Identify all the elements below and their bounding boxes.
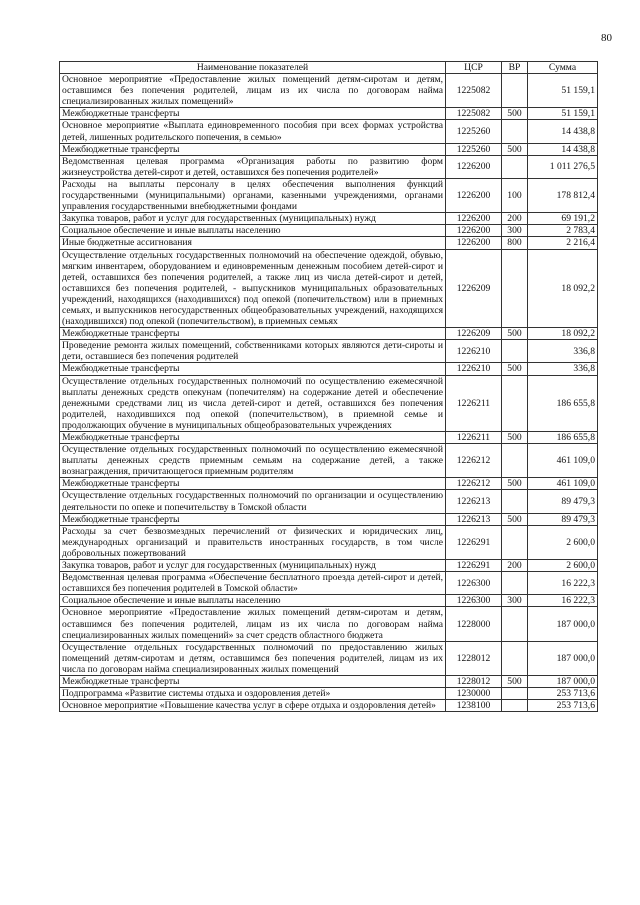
- cell-csr: 1228000: [446, 607, 502, 641]
- cell-vr: [502, 688, 528, 700]
- cell-name: Иные бюджетные ассигнования: [60, 237, 446, 249]
- cell-sum: 89 479,3: [528, 490, 598, 513]
- cell-vr: [502, 155, 528, 178]
- cell-sum: 253 713,6: [528, 688, 598, 700]
- cell-name: Социальное обеспечение и иные выплаты населению: [60, 225, 446, 237]
- cell-name: Закупка товаров, работ и услуг для государственных (муниципальных) нужд: [60, 560, 446, 572]
- cell-vr: [502, 607, 528, 641]
- cell-vr: [502, 572, 528, 595]
- cell-name: Межбюджетные трансферты: [60, 513, 446, 525]
- cell-csr: 1226200: [446, 225, 502, 237]
- cell-name: Расходы за счет безвозмездных перечислений от физических и юридических лиц, международных организаций и правительств иностранных государств, в том числе добровольных пожертвований: [60, 525, 446, 559]
- cell-sum: 2 216,4: [528, 237, 598, 249]
- cell-name: Осуществление отдельных государственных полномочий на обеспечение одеждой, обувью, мягким инвентарем, оборудованием и единовременным денежным пособием детей-сирот и детей, оставшихся без попечения родителей, а также лиц из числа детей-сирот и детей, оставшихся без попечения родителей, - выпускников муниципальных образовательных учреждений, находящихся (находившихся) под опекой (попечительством) или в приемных семьях, и выпускников негосударственных общеобразовательных учреждений, находящихся (находившихся) под опекой (попечительством), в приемных семьях: [60, 249, 446, 328]
- cell-sum: 89 479,3: [528, 513, 598, 525]
- cell-csr: 1226300: [446, 572, 502, 595]
- table-row: [60, 525, 598, 559]
- table-row: [60, 641, 598, 675]
- cell-csr: 1228012: [446, 675, 502, 687]
- header-sum: Сумма: [528, 62, 598, 74]
- table-row: [60, 143, 598, 155]
- cell-name: Основное мероприятие «Предоставление жилых помещений детям-сиротам и детям, оставшимся без попечения родителей, лицам из их числа по договорам найма специализированных жилых помещений»: [60, 74, 446, 108]
- cell-csr: 1226200: [446, 237, 502, 249]
- table-row: [60, 363, 598, 375]
- table-row: [60, 700, 598, 712]
- cell-sum: 187 000,0: [528, 675, 598, 687]
- cell-vr: 500: [502, 143, 528, 155]
- cell-vr: [502, 700, 528, 712]
- header-vr: ВР: [502, 62, 528, 74]
- cell-sum: 51 159,1: [528, 108, 598, 120]
- cell-vr: 200: [502, 560, 528, 572]
- cell-sum: 336,8: [528, 340, 598, 363]
- cell-sum: 14 438,8: [528, 143, 598, 155]
- table-row: [60, 595, 598, 607]
- cell-name: Межбюджетные трансферты: [60, 363, 446, 375]
- cell-name: Осуществление отдельных государственных полномочий по предоставлению жилых помещений детям-сиротам и детям, оставшимся без попечения родителей, лицам из их числа по договорам найма специализированных жилых помещений: [60, 641, 446, 675]
- cell-name: Основное мероприятие «Повышение качества услуг в сфере отдыха и оздоровления детей»: [60, 700, 446, 712]
- cell-sum: 16 222,3: [528, 572, 598, 595]
- cell-sum: 186 655,8: [528, 432, 598, 444]
- cell-vr: 500: [502, 432, 528, 444]
- cell-name: Основное мероприятие «Выплата единовременного пособия при всех формах устройства детей, лишенных родительского попечения, в семью»: [60, 120, 446, 143]
- cell-name: Расходы на выплаты персоналу в целях обеспечения выполнения функций государственными (муниципальными) органами, казенными учреждениями, органами управления государственными внебюджетными фондами: [60, 178, 446, 212]
- cell-sum: 186 655,8: [528, 375, 598, 431]
- cell-name: Закупка товаров, работ и услуг для государственных (муниципальных) нужд: [60, 213, 446, 225]
- table-row: [60, 688, 598, 700]
- cell-vr: [502, 340, 528, 363]
- cell-vr: [502, 74, 528, 108]
- cell-sum: 461 109,0: [528, 478, 598, 490]
- cell-sum: 187 000,0: [528, 641, 598, 675]
- header-name: Наименование показателей: [60, 62, 446, 74]
- table-row: [60, 607, 598, 641]
- cell-csr: 1230000: [446, 688, 502, 700]
- cell-csr: 1226213: [446, 490, 502, 513]
- cell-csr: 1225082: [446, 74, 502, 108]
- cell-vr: [502, 641, 528, 675]
- cell-sum: 51 159,1: [528, 74, 598, 108]
- table-row: [60, 675, 598, 687]
- cell-sum: 1 011 276,5: [528, 155, 598, 178]
- cell-sum: 461 109,0: [528, 444, 598, 478]
- budget-table: [59, 61, 598, 712]
- cell-sum: 14 438,8: [528, 120, 598, 143]
- cell-csr: 1226209: [446, 328, 502, 340]
- cell-csr: 1226300: [446, 595, 502, 607]
- cell-csr: 1226210: [446, 340, 502, 363]
- cell-name: Проведение ремонта жилых помещений, собственниками которых являются дети-сироты и дети, оставшиеся без попечения родителей: [60, 340, 446, 363]
- table-row: [60, 490, 598, 513]
- cell-sum: 18 092,2: [528, 249, 598, 328]
- cell-csr: 1226212: [446, 478, 502, 490]
- table-row: [60, 108, 598, 120]
- table-row: [60, 444, 598, 478]
- table-row: [60, 155, 598, 178]
- cell-name: Межбюджетные трансферты: [60, 328, 446, 340]
- cell-vr: [502, 490, 528, 513]
- cell-sum: 16 222,3: [528, 595, 598, 607]
- table-row: [60, 178, 598, 212]
- cell-csr: 1238100: [446, 700, 502, 712]
- table-row: [60, 249, 598, 328]
- cell-vr: 500: [502, 363, 528, 375]
- cell-vr: 500: [502, 513, 528, 525]
- cell-name: Осуществление отдельных государственных полномочий по осуществлению ежемесячной выплаты денежных средств приемным семьям на содержание детей, а также вознаграждения, причитающегося приемным родителям: [60, 444, 446, 478]
- table-row: [60, 74, 598, 108]
- cell-csr: 1228012: [446, 641, 502, 675]
- cell-vr: 300: [502, 595, 528, 607]
- cell-vr: 200: [502, 213, 528, 225]
- cell-csr: 1226209: [446, 249, 502, 328]
- table-row: [60, 513, 598, 525]
- table-row: [60, 478, 598, 490]
- cell-csr: 1225082: [446, 108, 502, 120]
- cell-name: Осуществление отдельных государственных полномочий по организации и осуществлению деятельности по опеке и попечительству в Томской области: [60, 490, 446, 513]
- cell-name: Межбюджетные трансферты: [60, 675, 446, 687]
- cell-csr: 1226200: [446, 155, 502, 178]
- cell-csr: 1226213: [446, 513, 502, 525]
- cell-name: Межбюджетные трансферты: [60, 478, 446, 490]
- cell-vr: [502, 444, 528, 478]
- cell-sum: 336,8: [528, 363, 598, 375]
- cell-csr: 1225260: [446, 120, 502, 143]
- cell-vr: 500: [502, 675, 528, 687]
- cell-csr: 1226211: [446, 375, 502, 431]
- table-row: [60, 225, 598, 237]
- cell-csr: 1226210: [446, 363, 502, 375]
- table-row: [60, 120, 598, 143]
- table-row: [60, 560, 598, 572]
- table-header-row: [60, 62, 598, 74]
- table-body: [60, 74, 598, 712]
- cell-vr: [502, 249, 528, 328]
- cell-sum: 18 092,2: [528, 328, 598, 340]
- cell-name: Межбюджетные трансферты: [60, 143, 446, 155]
- page-number: 80: [601, 32, 612, 44]
- cell-vr: 100: [502, 178, 528, 212]
- cell-name: Подпрограмма «Развитие системы отдыха и оздоровления детей»: [60, 688, 446, 700]
- table-row: [60, 340, 598, 363]
- cell-name: Межбюджетные трансферты: [60, 432, 446, 444]
- cell-name: Основное мероприятие «Предоставление жилых помещений детям-сиротам и детям, оставшимся без попечения родителей, лицам из их числа по договорам найма специализированных жилых помещений» за счет средств областного бюджета: [60, 607, 446, 641]
- cell-vr: 500: [502, 108, 528, 120]
- cell-csr: 1226211: [446, 432, 502, 444]
- table-row: [60, 237, 598, 249]
- cell-name: Осуществление отдельных государственных полномочий по осуществлению ежемесячной выплаты денежных средств опекунам (попечителям) на содержание детей и обеспечение денежными средствами лиц из числа детей-сирот и детей, оставшихся без попечения родителей, находившихся под опекой (попечительством), в приемной семье и продолжающих обучение в муниципальных общеобразовательных учреждениях: [60, 375, 446, 431]
- cell-vr: 500: [502, 328, 528, 340]
- cell-name: Ведомственная целевая программа «Обеспечение бесплатного проезда детей-сирот и детей, оставшихся без попечения родителей в Томской области»: [60, 572, 446, 595]
- cell-sum: 69 191,2: [528, 213, 598, 225]
- cell-csr: 1226200: [446, 213, 502, 225]
- cell-sum: 187 000,0: [528, 607, 598, 641]
- cell-sum: 178 812,4: [528, 178, 598, 212]
- cell-name: Ведомственная целевая программа «Организация работы по развитию форм жизнеустройства детей-сирот и детей, оставшихся без попечения родителей»: [60, 155, 446, 178]
- cell-vr: 800: [502, 237, 528, 249]
- table-row: [60, 375, 598, 431]
- table-row: [60, 213, 598, 225]
- cell-name: Межбюджетные трансферты: [60, 108, 446, 120]
- cell-sum: 2 600,0: [528, 560, 598, 572]
- cell-vr: [502, 525, 528, 559]
- cell-vr: 300: [502, 225, 528, 237]
- cell-csr: 1225260: [446, 143, 502, 155]
- cell-vr: [502, 375, 528, 431]
- table-row: [60, 328, 598, 340]
- cell-csr: 1226291: [446, 560, 502, 572]
- table-row: [60, 432, 598, 444]
- cell-name: Социальное обеспечение и иные выплаты населению: [60, 595, 446, 607]
- cell-csr: 1226200: [446, 178, 502, 212]
- cell-sum: 253 713,6: [528, 700, 598, 712]
- cell-csr: 1226291: [446, 525, 502, 559]
- table-row: [60, 572, 598, 595]
- cell-sum: 2 600,0: [528, 525, 598, 559]
- cell-vr: [502, 120, 528, 143]
- cell-csr: 1226212: [446, 444, 502, 478]
- cell-sum: 2 783,4: [528, 225, 598, 237]
- header-csr: ЦСР: [446, 62, 502, 74]
- cell-vr: 500: [502, 478, 528, 490]
